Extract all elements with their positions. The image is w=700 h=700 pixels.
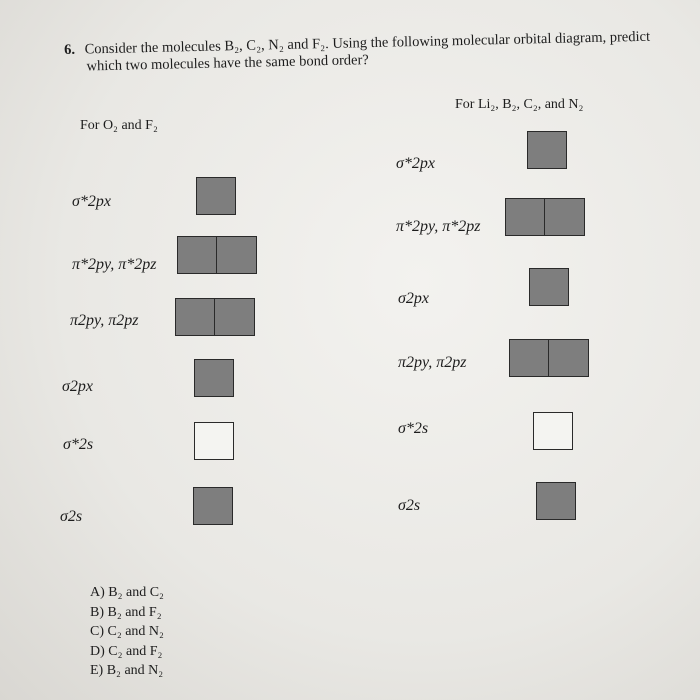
left-orbital-text-6: σ2s <box>60 508 83 525</box>
choice-letter: D) <box>90 643 105 659</box>
right-orbital-text-1: σ*2px <box>396 155 435 172</box>
left-orbital-box-group-4 <box>194 359 234 397</box>
left-orbital-box-group-5 <box>194 422 234 460</box>
orbital-box <box>177 236 217 274</box>
right-diagram-title: For Li₂, B₂, C₂, and N₂ <box>455 97 584 112</box>
right-orbital-box-group-2 <box>505 198 585 236</box>
right-orbital-box-group-5 <box>533 412 573 450</box>
question-number: 6. <box>64 41 76 58</box>
right-orbital-box-group-6 <box>536 482 576 520</box>
choice-text: C₂ and F₂ <box>108 643 163 659</box>
left-orbital-text-5: σ*2s <box>63 436 94 453</box>
question-text-1: Consider the molecules B₂, C₂, N₂ and F₂. Using the following molecular orbital diagram, predict <box>84 28 651 58</box>
orbital-box <box>193 487 233 525</box>
right-orbital-label-2 <box>396 218 480 236</box>
left-orbital-box-group-2 <box>177 236 257 274</box>
choice-d <box>90 642 164 662</box>
orbital-box-empty <box>194 422 234 460</box>
right-orbital-label-1 <box>396 155 435 173</box>
right-orbital-box-group-3 <box>529 268 569 306</box>
right-orbital-label-3 <box>398 290 429 308</box>
question-header <box>64 28 695 76</box>
right-orbital-text-3: σ2px <box>398 290 429 307</box>
left-orbital-text-3: π2py, π2pz <box>70 312 139 329</box>
right-orbital-box-group-4 <box>509 339 589 377</box>
orbital-box <box>529 268 569 306</box>
orbital-box <box>175 298 215 336</box>
choice-letter: A) <box>90 585 105 600</box>
choice-text: B₂ and N₂ <box>106 663 164 678</box>
question-text-2: which two molecules have the same bond order? <box>86 52 369 75</box>
left-orbital-label-6 <box>60 508 82 526</box>
orbital-box <box>194 359 234 397</box>
orbital-box <box>527 131 567 169</box>
right-orbital-text-4: π2py, π2pz <box>398 354 467 371</box>
left-orbital-text-1: σ*2px <box>72 193 111 210</box>
orbital-box <box>196 177 236 215</box>
left-orbital-label-5 <box>63 436 93 454</box>
choice-a <box>90 583 164 603</box>
orbital-box <box>549 339 589 377</box>
choice-text: B₂ and C₂ <box>108 585 164 600</box>
choice-e <box>90 661 164 681</box>
orbital-box <box>215 298 255 336</box>
left-orbital-label-2 <box>72 256 156 274</box>
left-orbital-label-3 <box>70 312 138 330</box>
orbital-box <box>217 236 257 274</box>
right-orbital-label-4 <box>398 354 466 372</box>
left-orbital-box-group-6 <box>193 487 233 525</box>
left-orbital-box-group-1 <box>196 177 236 215</box>
answer-choices <box>90 583 164 681</box>
left-diagram-title: For O₂ and F₂ <box>80 118 158 133</box>
orbital-box <box>536 482 576 520</box>
right-orbital-text-6: σ2s <box>398 497 421 514</box>
right-orbital-box-group-1 <box>527 131 567 169</box>
choice-letter: C) <box>90 624 104 639</box>
choice-c <box>90 622 164 642</box>
left-orbital-label-4 <box>62 378 93 396</box>
choice-letter: B) <box>90 604 104 620</box>
choice-text: B₂ and F₂ <box>107 604 162 620</box>
choice-letter: E) <box>90 663 104 678</box>
choice-b <box>90 603 164 623</box>
orbital-box <box>509 339 549 377</box>
right-orbital-label-6 <box>398 497 420 515</box>
right-orbital-text-2: π*2py, π*2pz <box>396 218 481 235</box>
right-orbital-label-5 <box>398 420 428 438</box>
orbital-box-empty <box>533 412 573 450</box>
left-orbital-text-2: π*2py, π*2pz <box>72 256 157 273</box>
right-orbital-text-5: σ*2s <box>398 420 429 437</box>
orbital-box <box>505 198 545 236</box>
choice-text: C₂ and N₂ <box>107 624 164 639</box>
left-orbital-text-4: σ2px <box>62 378 93 395</box>
left-orbital-box-group-3 <box>175 298 255 336</box>
left-orbital-label-1 <box>72 193 111 211</box>
orbital-box <box>545 198 585 236</box>
